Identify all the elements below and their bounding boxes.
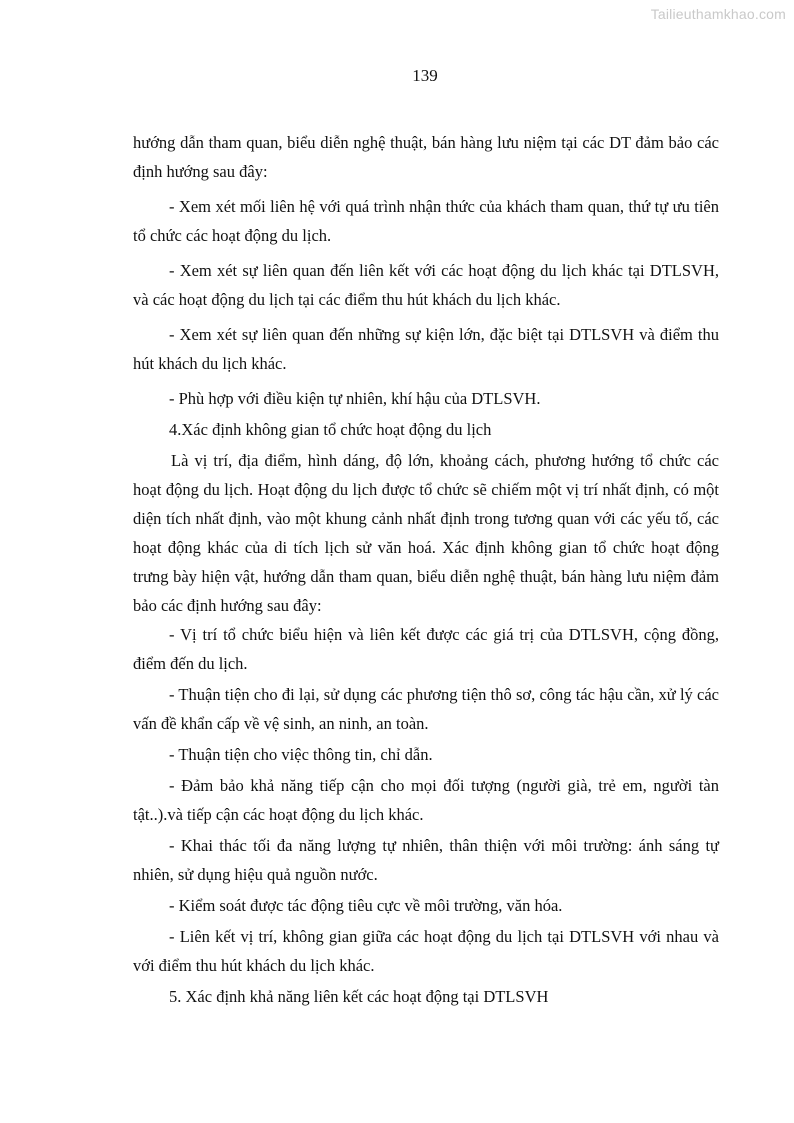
bullet-activity-links: - Xem xét sự liên quan đến liên kết với các hoạt động du lịch khác tại DTLSVH, và các hoạt động du lịch tại các điểm thu hút khách du lịch khác. xyxy=(133,261,719,309)
section-heading-4: 4.Xác định không gian tổ chức hoạt động du lịch xyxy=(169,420,492,439)
paragraph-continuation: hướng dẫn tham quan, biểu diễn nghệ thuật, bán hàng lưu niệm tại các DT đảm bảo các định hướng sau đây: xyxy=(133,133,719,181)
document-body xyxy=(133,128,719,1011)
bullet-information: - Thuận tiện cho việc thông tin, chỉ dẫn. xyxy=(169,745,433,764)
paragraph-space-definition: Là vị trí, địa điểm, hình dáng, độ lớn, khoảng cách, phương hướng tổ chức các hoạt động du lịch. Hoạt động du lịch được tổ chức sẽ chiếm một vị trí nhất định, có một diện tích nhất định, vào một khung cảnh nhất định trong tương quan với các yếu tố, các hoạt động khác của di tích lịch sử văn hoá. Xác định không gian tổ chức hoạt động trưng bày hiện vật, hướng dẫn tham quan, biểu diễn nghệ thuật, bán hàng lưu niệm đảm bảo các định hướng sau đây: xyxy=(133,451,719,615)
bullet-cognition-order: - Xem xét mối liên hệ với quá trình nhận thức của khách tham quan, thứ tự ưu tiên tổ chức các hoạt động du lịch. xyxy=(133,197,719,245)
bullet-major-events: - Xem xét sự liên quan đến những sự kiện lớn, đặc biệt tại DTLSVH và điểm thu hút khách du lịch khác. xyxy=(133,325,719,373)
page-number: 139 xyxy=(412,66,438,85)
bullet-convenient-travel: - Thuận tiện cho đi lại, sử dụng các phương tiện thô sơ, công tác hậu cần, xử lý các vấn đề khẩn cấp về vệ sinh, an ninh, an toàn. xyxy=(133,685,719,733)
bullet-location-values: - Vị trí tổ chức biểu hiện và liên kết được các giá trị của DTLSVH, cộng đồng, điểm đến du lịch. xyxy=(133,625,719,673)
watermark: Tailieuthamkhao.com xyxy=(650,6,786,22)
bullet-accessibility: - Đảm bảo khả năng tiếp cận cho mọi đối tượng (người già, trẻ em, người tàn tật..).và tiếp cận các hoạt động du lịch khác. xyxy=(133,776,719,824)
bullet-natural-energy: - Khai thác tối đa năng lượng tự nhiên, thân thiện với môi trường: ánh sáng tự nhiên, sử dụng hiệu quả nguồn nước. xyxy=(133,836,719,884)
bullet-natural-conditions: - Phù hợp với điều kiện tự nhiên, khí hậu của DTLSVH. xyxy=(169,389,541,408)
bullet-negative-impact: - Kiểm soát được tác động tiêu cực về môi trường, văn hóa. xyxy=(169,896,563,915)
bullet-space-linkage: - Liên kết vị trí, không gian giữa các hoạt động du lịch tại DTLSVH với nhau và với điểm thu hút khách du lịch khác. xyxy=(133,927,719,975)
section-heading-5: 5. Xác định khả năng liên kết các hoạt động tại DTLSVH xyxy=(169,987,549,1006)
